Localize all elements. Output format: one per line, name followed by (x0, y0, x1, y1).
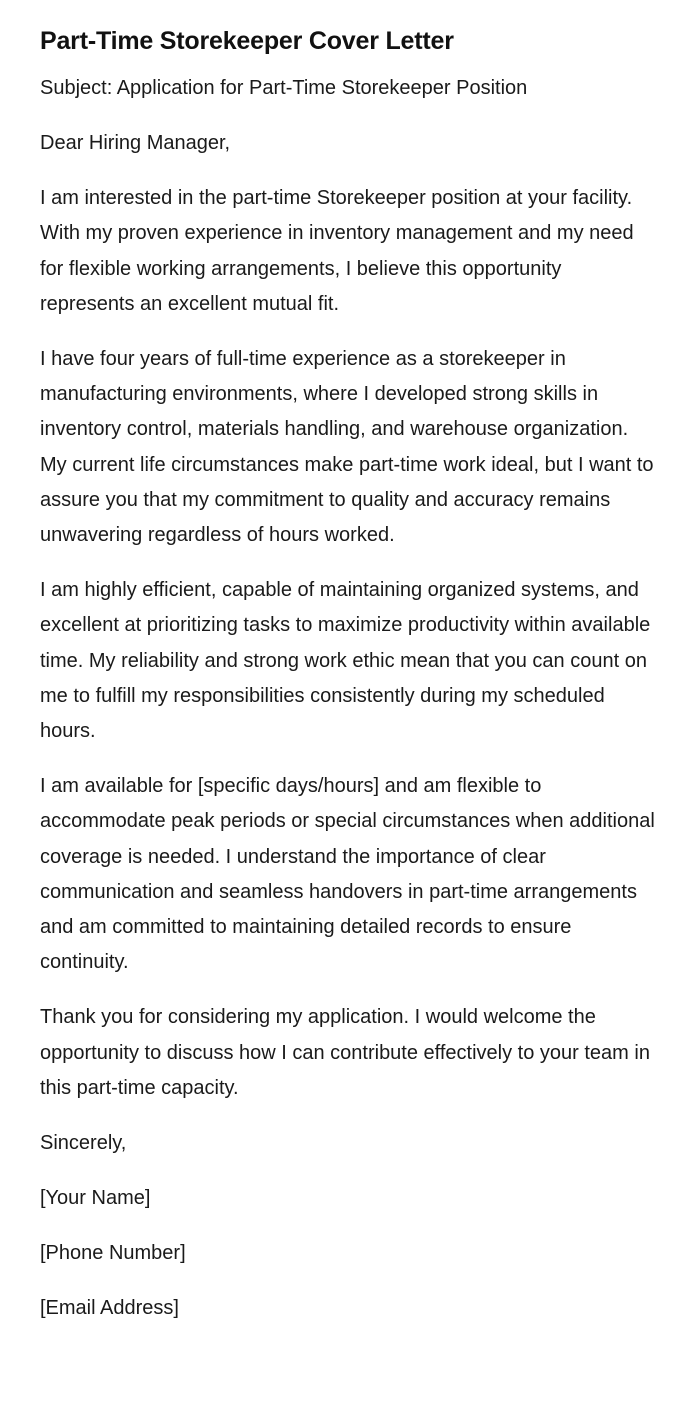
subject-line: Subject: Application for Part-Time Storekeeper Position (40, 77, 528, 99)
salutation: Dear Hiring Manager, (40, 132, 231, 154)
signature-name: [Your Name] (40, 1187, 151, 1210)
page-title: Part-Time Storekeeper Cover Letter (40, 27, 454, 55)
letter-closing (40, 1126, 660, 1326)
signature-phone: [Phone Number] (40, 1242, 186, 1265)
body-paragraph-5: Thank you for considering my application. I would welcome the opportunity to discuss how I can contribute effectively to your team in this part-time capacity. (40, 1006, 650, 1099)
letter-body (40, 126, 660, 1106)
signature-email: [Email Address] (40, 1297, 179, 1320)
body-paragraph-1: I am interested in the part-time Storekeeper position at your facility. With my proven experience in inventory management and my need for flexible working arrangements, I believe this opportunity represents an excellent mutual fit. (40, 187, 634, 315)
body-paragraph-3: I am highly efficient, capable of maintaining organized systems, and excellent at prioritizing tasks to maximize productivity within available time. My reliability and strong work ethic mean that you can count on me to fulfill my responsibilities consistently during my scheduled hours. (40, 579, 651, 743)
closing-phrase: Sincerely, (40, 1132, 127, 1155)
body-paragraph-2: I have four years of full-time experience as a storekeeper in manufacturing environments, where I developed strong skills in inventory control, materials handling, and warehouse organization. My current life circumstances make part-time work ideal, but I want to assure you that my commitment to quality and accuracy remains unwavering regardless of hours worked. (40, 348, 654, 547)
body-paragraph-4: I am available for [specific days/hours] and am flexible to accommodate peak periods or special circumstances when additional coverage is needed. I understand the importance of clear communication and seamless handovers in part-time arrangements and am committed to maintaining detailed records to ensure continuity. (40, 775, 655, 974)
